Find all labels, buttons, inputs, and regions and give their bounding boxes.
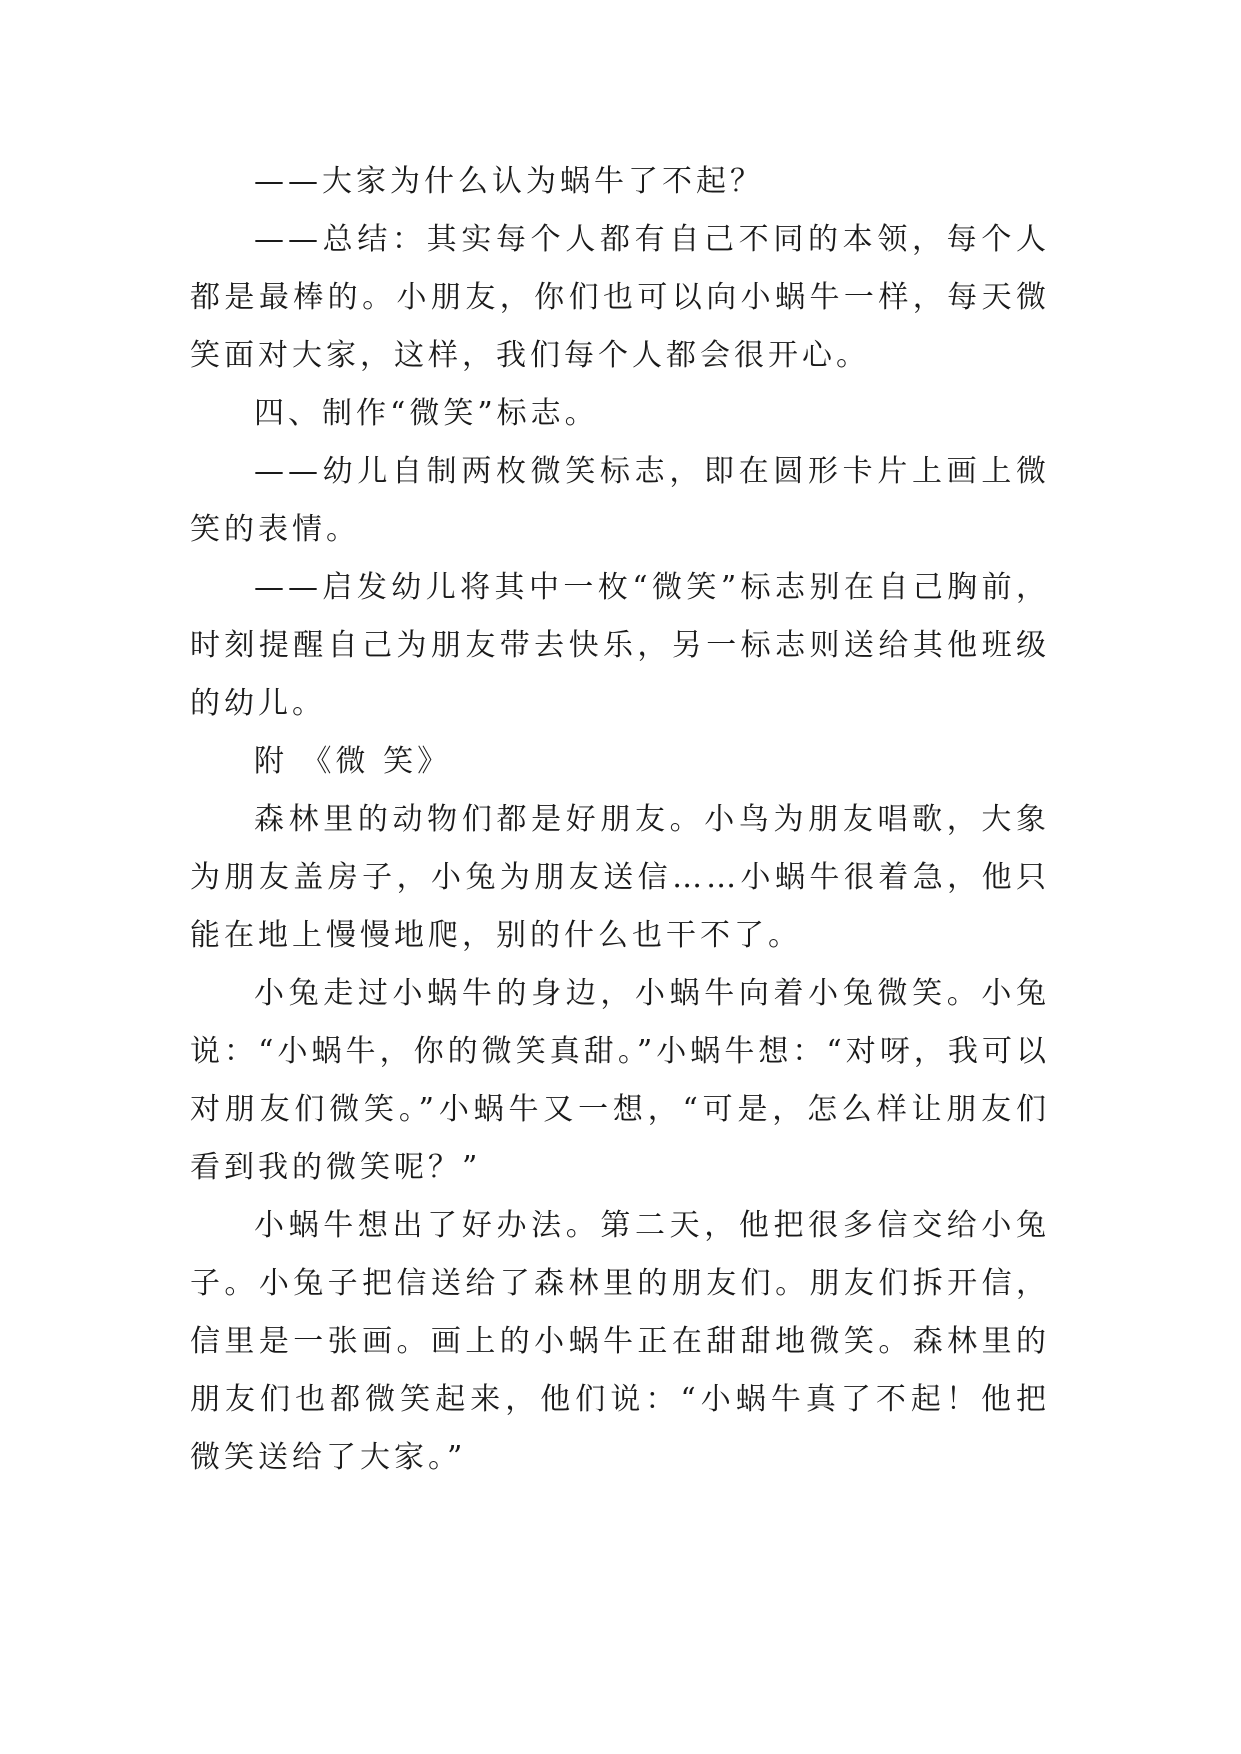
story-paragraph-1: 森林里的动物们都是好朋友。小鸟为朋友唱歌，大象为朋友盖房子，小兔为朋友送信……小蜗牛很着急，他只能在地上慢慢地爬，别的什么也干不了。 <box>190 802 1050 953</box>
paragraph-summary: ——总结：其实每个人都有自己不同的本领，每个人都是最棒的。小朋友，你们也可以向小蜗牛一样，每天微笑面对大家，这样，我们每个人都会很开心。 <box>190 222 1050 373</box>
appendix-title: 附 《微 笑》 <box>254 744 452 779</box>
paragraph-question: ——大家为什么认为蜗牛了不起？ <box>254 164 764 199</box>
paragraph-wear-badge: ——启发幼儿将其中一枚“微笑”标志别在自己胸前，时刻提醒自己为朋友带去快乐，另一标志则送给其他班级的幼儿。 <box>190 570 1050 721</box>
document-body <box>190 153 1050 1487</box>
paragraph-make-badges: ——幼儿自制两枚微笑标志，即在圆形卡片上画上微笑的表情。 <box>190 454 1050 547</box>
section-heading-make-smile-badge: 四、制作“微笑”标志。 <box>254 396 599 431</box>
story-paragraph-2: 小兔走过小蜗牛的身边，小蜗牛向着小兔微笑。小兔说：“小蜗牛，你的微笑真甜。”小蜗牛想：“对呀，我可以对朋友们微笑。”小蜗牛又一想，“可是，怎么样让朋友们看到我的微笑呢？” <box>190 976 1050 1185</box>
story-paragraph-3: 小蜗牛想出了好办法。第二天，他把很多信交给小兔子。小兔子把信送给了森林里的朋友们。朋友们拆开信，信里是一张画。画上的小蜗牛正在甜甜地微笑。森林里的朋友们也都微笑起来，他们说：“小蜗牛真了不起！他把微笑送给了大家。” <box>190 1208 1050 1475</box>
